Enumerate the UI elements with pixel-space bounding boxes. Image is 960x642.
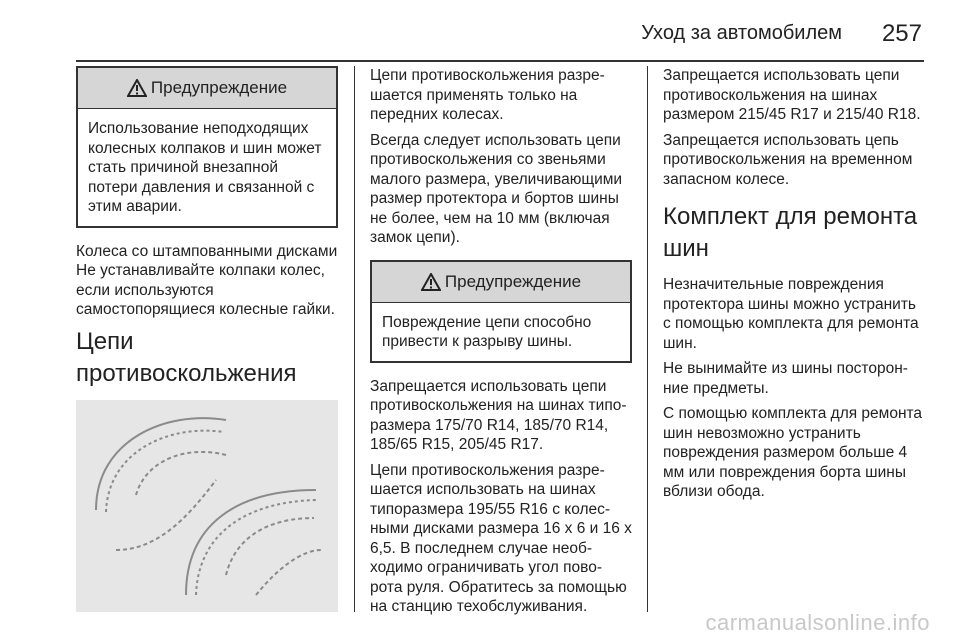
paragraph: Запрещается использовать цепь противоскольжения на временном запасном колесе. [663, 131, 913, 188]
section-heading: Комплект для ремонта шин [663, 203, 918, 262]
paragraph: Колеса со штампованными дисками Не устанавливайте колпаки колес, если используются самостопорящиеся колесные гайки. [76, 242, 338, 318]
warning-title: Предупреждение [444, 271, 582, 291]
paragraph: Цепи противоскольжения разре- шается использовать на шинах типоразмера 195/55 R16 с колес- ными дисками размера 16 x 6 и 16 x 6,5. В последнем случае необ- ходимо ограничивать угол пово- рота руля. Обратитесь за помощью на станцию техобслуживания. [370, 461, 632, 615]
snow-chain-illustration-icon [76, 400, 338, 612]
warning-box [370, 260, 632, 363]
section-heading: Цепи противоскольжения [76, 327, 297, 387]
column-divider-1 [354, 66, 355, 612]
header-rule [76, 60, 924, 62]
watermark: carmanualsonline.info [705, 610, 930, 635]
snow-chain-figure [76, 400, 338, 612]
warning-title: Предупреждение [150, 78, 288, 97]
warning-text: Повреждение цепи способно привести к разрыву шины. [382, 313, 592, 350]
paragraph: Запрещается использовать цепи противоскольжения на шинах размером 215/45 R17 и 215/40 R18. [663, 67, 921, 123]
paragraph: Цепи противоскольжения разре- шается применять только на передних колесах. [370, 67, 605, 123]
paragraph: С помощью комплекта для ремонта шин невозможно устранить повреждения размером больше 4 мм или повреждения борта шины вблизи обода. [663, 405, 923, 500]
page-number: 257 [881, 20, 922, 47]
paragraph: Не вынимайте из шины посторон- ние предметы. [663, 360, 908, 397]
section-title: Уход за автомобилем [641, 22, 842, 44]
warning-text: Использование неподходящих колесных колпаков и шин может стать причиной внезапной потери давления и связанной с этим аварии. [88, 120, 322, 215]
paragraph: Всегда следует использовать цепи противоскольжения со звеньями малого размера, увеличивающими размер протектора и бортов шины не более, чем на 10 мм (включая замок цепи). [370, 131, 623, 246]
column-1 [76, 66, 338, 612]
paragraph: Запрещается использовать цепи противоскольжения на шинах типо- размера 175/70 R14, 185/70 R14, 185/65 R15, 205/45 R17. [370, 377, 627, 453]
warning-triangle-icon [127, 79, 147, 97]
warning-box [76, 66, 338, 228]
column-3 [663, 66, 927, 508]
warning-triangle-icon [421, 273, 441, 291]
column-2 [370, 66, 632, 623]
page-header [0, 22, 960, 58]
warning-header [372, 262, 630, 303]
paragraph: Незначительные повреждения протектора шины можно устранить с помощью комплекта для ремонта шин. [663, 276, 919, 352]
warning-header [78, 68, 336, 109]
column-divider-2 [647, 66, 648, 612]
